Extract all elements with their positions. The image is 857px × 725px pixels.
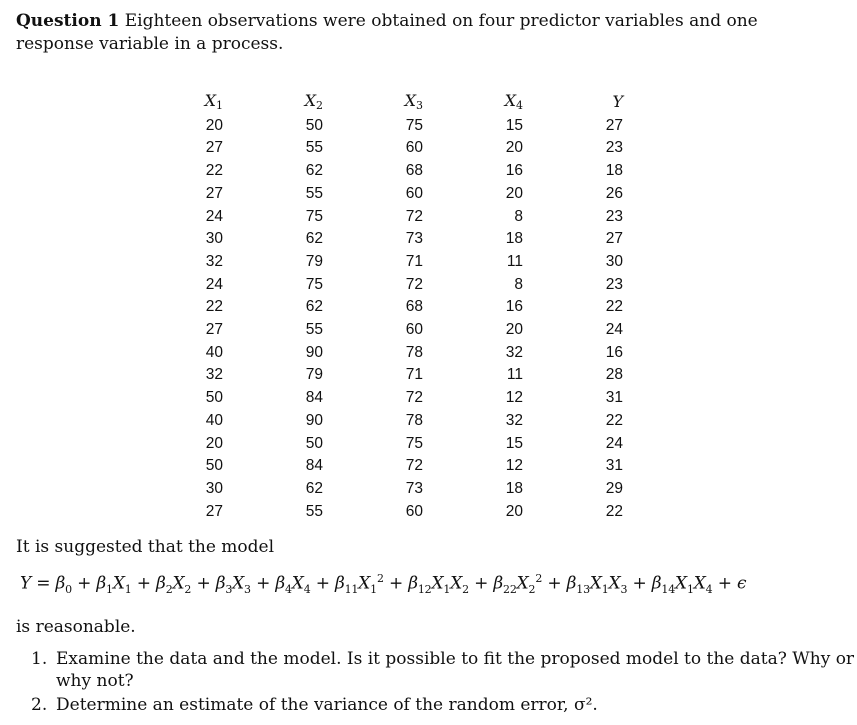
model-outro-text: is reasonable. [16,617,136,637]
table-cell: 23 [605,275,623,293]
table-cell: 22 [605,411,623,429]
table-row [170,274,623,297]
table-cell: 68 [405,298,423,316]
table-cell: 22 [605,298,623,316]
table-row [170,251,623,274]
table-cell: 24 [205,275,223,293]
table-row [170,115,623,138]
table-cell: 75 [405,116,423,134]
table-cell: 30 [205,230,223,248]
task-list [16,648,857,718]
column-header-base: X [204,91,216,110]
table-cell: 60 [405,139,423,157]
table-cell: 15 [505,116,523,134]
table-cell: 11 [506,366,523,384]
table-row [170,387,623,410]
table-row [170,478,623,501]
table-cell: 20 [505,502,523,520]
column-header-subscript: 2 [316,99,323,112]
table-row [170,160,623,183]
table-cell: 72 [405,207,423,225]
table-cell: 71 [405,252,423,270]
table-cell: 73 [405,479,423,497]
table-cell: 40 [205,343,223,361]
task-text: Determine an estimate of the variance of the random error, σ². [56,695,598,715]
column-header-base: X [304,91,316,110]
table-cell: 55 [305,184,323,202]
column-header-base: Y [612,92,623,111]
table-cell: 55 [305,321,323,339]
table-cell: 27 [205,502,223,520]
data-table [170,90,623,523]
table-cell: 24 [605,321,623,339]
table-cell: 78 [405,343,423,361]
table-cell: 73 [405,230,423,248]
table-cell: 62 [305,162,323,180]
table-cell: 30 [205,479,223,497]
table-cell: 90 [305,343,323,361]
task-item [31,694,857,716]
table-row [170,137,623,160]
table-cell: 32 [505,411,523,429]
column-header-subscript: 4 [516,99,523,112]
table-cell: 24 [205,207,223,225]
table-cell: 84 [305,457,323,475]
question-text: Eighteen observations were obtained on four predictor variables and one response variable in a process. [16,11,758,54]
table-cell: 27 [205,184,223,202]
table-cell: 11 [506,252,523,270]
task-number: 1. [31,649,48,669]
table-cell: 71 [405,366,423,384]
model-intro-text: It is suggested that the model [16,537,275,557]
table-cell: 18 [505,479,523,497]
table-cell: 60 [405,502,423,520]
table-cell: 16 [505,298,523,316]
table-row [170,501,623,524]
table-cell: 16 [505,162,523,180]
table-row [170,296,623,319]
table-cell: 68 [405,162,423,180]
table-cell: 31 [605,389,623,407]
table-cell: 29 [605,479,623,497]
table-row [170,364,623,387]
table-cell: 62 [305,230,323,248]
question-intro [16,10,836,56]
table-cell: 22 [205,162,223,180]
table-row [170,206,623,229]
table-cell: 62 [305,479,323,497]
column-header [523,90,623,115]
table-cell: 50 [305,434,323,452]
table-cell: 75 [305,275,323,293]
table-cell: 79 [305,366,323,384]
table-cell: 78 [405,411,423,429]
table-cell: 23 [605,139,623,157]
table-cell: 31 [605,457,623,475]
column-header-base: X [404,91,416,110]
table-header-row [170,90,623,115]
table-cell: 26 [605,184,623,202]
table-cell: 32 [205,366,223,384]
table-cell: 27 [605,116,623,134]
table-cell: 60 [405,321,423,339]
table-cell: 40 [205,411,223,429]
question-heading: Question 1 [16,11,120,31]
table-body [170,115,623,524]
table-cell: 8 [514,207,523,225]
task-number: 2. [31,695,48,715]
table-cell: 50 [205,389,223,407]
table-cell: 12 [505,457,523,475]
table-cell: 18 [605,162,623,180]
table-cell: 62 [305,298,323,316]
column-header [170,90,223,115]
table-cell: 18 [505,230,523,248]
column-header-base: X [504,91,516,110]
table-cell: 16 [605,343,623,361]
table-cell: 15 [505,434,523,452]
column-header-subscript: 3 [416,99,423,112]
table-cell: 72 [405,389,423,407]
table-cell: 20 [505,321,523,339]
table-cell: 8 [514,275,523,293]
table-cell: 75 [305,207,323,225]
table-cell: 22 [605,502,623,520]
table-cell: 27 [205,321,223,339]
table-cell: 20 [505,139,523,157]
table-cell: 23 [605,207,623,225]
table-cell: 27 [605,230,623,248]
table-cell: 50 [305,116,323,134]
table-cell: 55 [305,139,323,157]
table-cell: 32 [205,252,223,270]
table-row [170,342,623,365]
table-cell: 90 [305,411,323,429]
table-cell: 32 [505,343,523,361]
table-row [170,319,623,342]
table-cell: 28 [605,366,623,384]
table-cell: 72 [405,275,423,293]
table-cell: 60 [405,184,423,202]
task-text: Examine the data and the model. Is it possible to fit the proposed model to the data? Why or why not? [56,649,855,691]
table-row [170,433,623,456]
table-cell: 55 [305,502,323,520]
table-cell: 50 [205,457,223,475]
task-item [31,648,857,692]
table-cell: 20 [205,116,223,134]
table-cell: 20 [205,434,223,452]
column-header-subscript: 1 [216,99,223,112]
column-header [423,90,523,115]
table-cell: 30 [605,252,623,270]
column-header [323,90,423,115]
table-cell: 79 [305,252,323,270]
table-cell: 84 [305,389,323,407]
table-cell: 22 [205,298,223,316]
table-cell: 72 [405,457,423,475]
table-row [170,455,623,478]
table-cell: 20 [505,184,523,202]
table-row [170,410,623,433]
model-equation: $Y = \beta_0 + \beta_1X_1 + \beta_2X_2 + \beta_3X_3 + \beta_4X_4 + \beta_{11}X_1^2 + \beta_{12}X_1X_2 + \beta_{22}X_2^2 + \beta_{13}X_1X_3 + \beta_{14}X_1X_4 + \epsilon$ [20,572,747,597]
table-cell: 75 [405,434,423,452]
column-header [223,90,323,115]
table-cell: 24 [605,434,623,452]
table-cell: 12 [505,389,523,407]
table-row [170,183,623,206]
table-cell: 27 [205,139,223,157]
table-row [170,228,623,251]
